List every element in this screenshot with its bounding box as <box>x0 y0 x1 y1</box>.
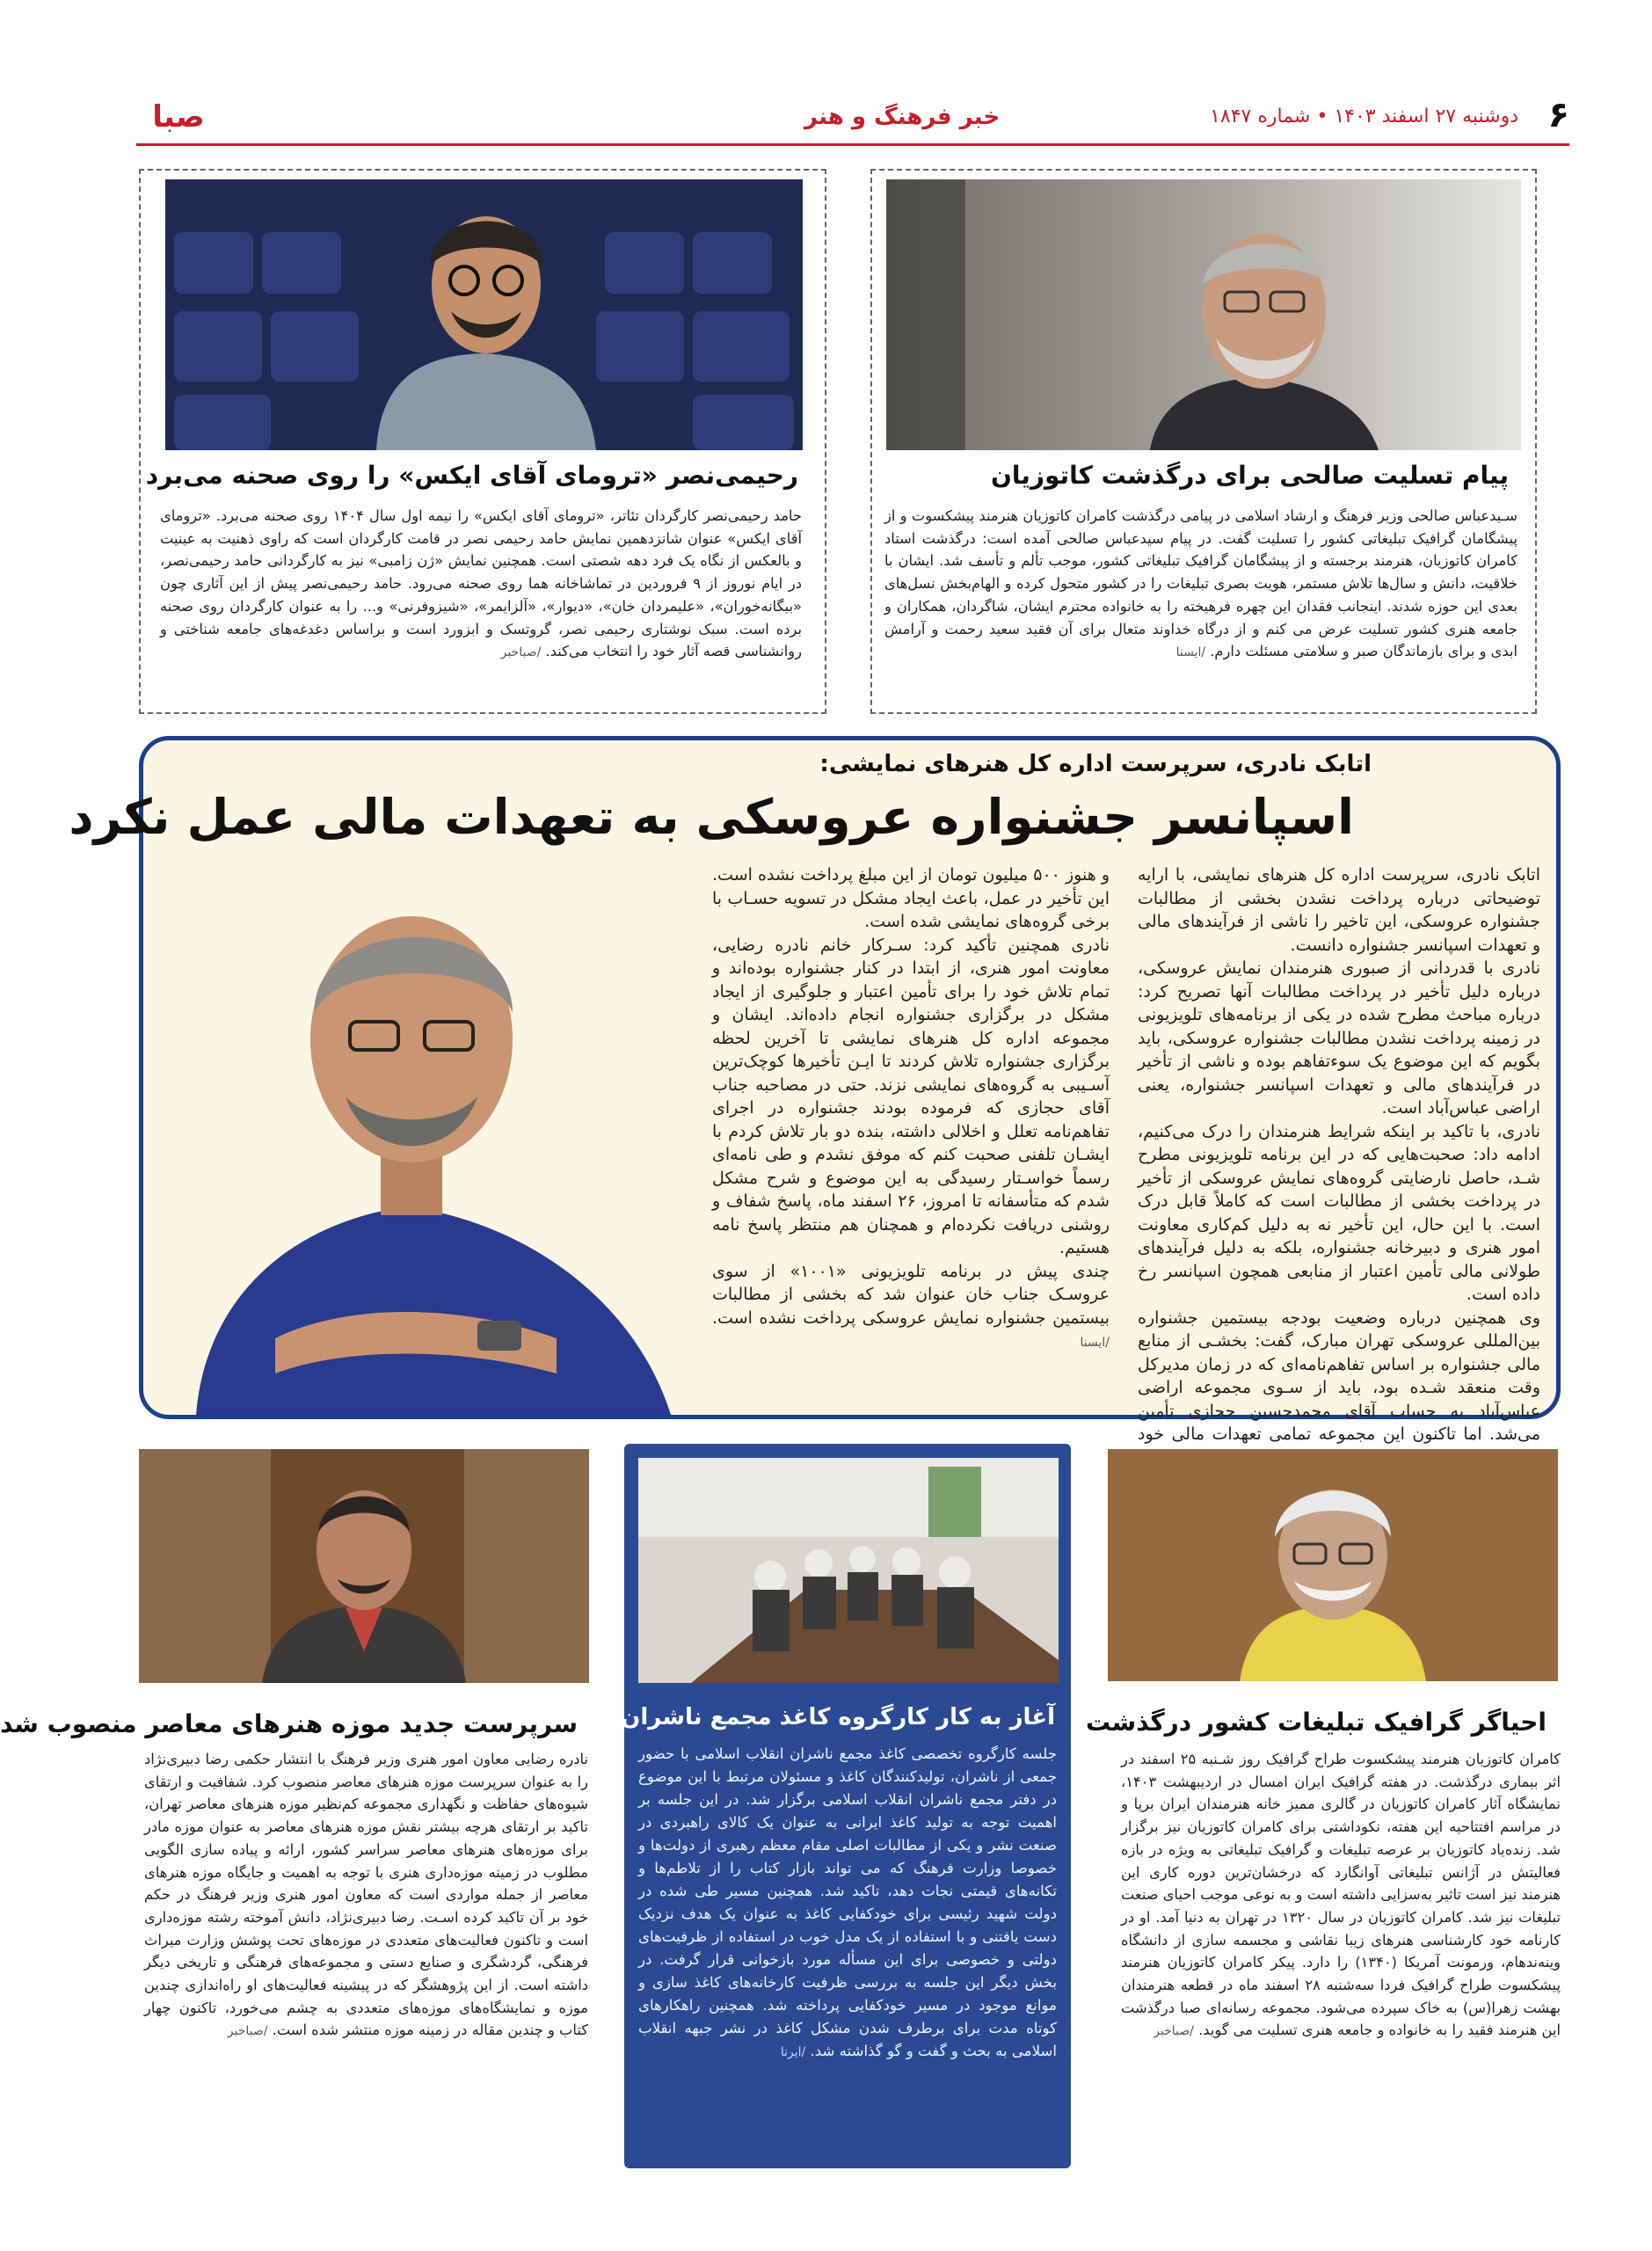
source-tag: /ایرنا <box>780 2045 806 2059</box>
bottom-right-article <box>1086 1449 1561 2188</box>
article-body: نادره رضایی معاون امور هنری وزیر فرهنگ با انتشار حکمی رضا دبیری‌نژاد را به عنوان سرپرست موزه هنرهای معاصر منصوب کرد. شفافیت و ارتقای شیوه‌های حفاظت و نگهداری مجموعه کم‌نظیر موزه هنرهای معاصر تهران، تاکید بر ارتقای هرچه بیشتر نقش موزه هنرهای معاصر به عنوان موزه مادر برای موزه‌های هنرهای معاصر سراسر کشور، ارائه و پیاده سازی الگویی مطلوب در زمینه موزه‌داری هنری با توجه به اهمیت و جایگاه موزه هنرهای معاصر از جمله مواردی است که معاون امور هنری وزیر فرهنگ در حکم خود بر آن تاکید کرده اسـت. رضا دبیری‌نژاد، دانش آموخته رشته موزه‌داری است و تاکنون فعالیت‌های متعددی در موزه‌های تحت پوشش وزارت میراث فرهنگی، گردشگری و صنایع دستی و مجموعه‌های فرهنگی و تاریخی دیگر داشته است. از این پژوهشگر که در پیشینه فعالیت‌های او راه‌اندازی چندین موزه و نمایشگاه‌های موزه‌های متعددی به چشم می‌خورد، تاکنون چهار کتاب و چندین مقاله در زمینه موزه منتشر شده است. /صباخبر <box>144 1751 588 2039</box>
photo-rahiminasr <box>165 179 803 450</box>
top-left-article <box>139 169 826 714</box>
saba-logo <box>136 95 220 137</box>
top-right-article <box>870 169 1537 714</box>
bottom-center-article <box>539 1444 1071 2168</box>
source-tag: /صباخبر <box>227 2024 268 2039</box>
source-tag: /ایسنا <box>1175 645 1206 660</box>
photo-salehi <box>886 179 1521 450</box>
source-tag: /صباخبر <box>1153 2024 1194 2039</box>
article-body: حامد رحیمی‌نصر کارگردان تئاتر، «ترومای آقای ایکس» را نیمه اول سال ۱۴۰۴ روی صحنه می‌برد. «ترومای آقای ایکس» عنوان شانزدهمین نمایش حامد رحیمی نصر در قامت کارگردان است که راوی ذهنیت به عینیت و بالعکس از نگاه یک فرد دهه شصتی است. همچنین نمایش «ژن زامبی» نیز به کارگردانی حامد رحیمی‌نصر، در ایام نوروز از ۹ فروردین در تماشاخانه هما روی صحنه می‌رود. حامد رحیمی‌نصر پیش از این آثاری چون «بیگانه‌خوران»، «علیمردان خان»، «دیوار»، «آلزایمر»، «شیزوفرنی» و... را به عنوان کارگردان روی صحنه برده است. سبک نوشتاری رحیمی نصر، گروتسک و ابزورد است و براساس دغدغه‌های جامعه شناختی و روانشناسی قصه آثار خود را انتخاب می‌کند. /صباخبر <box>160 507 802 660</box>
article-body: سـیدعباس صالحی وزیر فرهنگ و ارشاد اسلامی در پیامی درگذشت کامران کاتوزیان هنرمند پیشکسوت و از پیشگامان گرافیک تبلیغاتی کشور را تسلیت گفت. در پیام سیدعباس صالحی آمده است: درگذشت استاد کامران کاتوزیان، هنرمند برجسته و از پیشگامان گرافیک تبلیغاتی کشور، موجب تألم و تأسف شد. ایشان با خلاقیت، دانش و سال‌ها تلاش مستمر، هویت بصری تبلیغات را در کشور متحول کرده و الهام‌بخش نسل‌های بعدی این حوزه شدند. اینجانب فقدان این چهره فرهیخته را به خانواده محترم ایشان، شاگردان، همکاران و جامعه هنری کشور تسلیت عرض می کنم و از درگاه خداوند متعال برای آن فقید سعید رحمت و آرامش ابدی و برای بازماندگان صبر و سلامتی مسئلت دارم. /ایسنا <box>884 507 1517 660</box>
photo-meeting <box>638 1458 1059 1683</box>
article-body: جلسه کارگروه تخصصی کاغذ مجمع ناشران انقلاب اسلامی با حضور جمعی از ناشران، تولیدکنندگان کاغذ و مسئولان مرتبط با این موضوع در دفتر مجمع ناشران انقلاب اسلامی برگزار شد. در این جلسه بر اهمیت توجه به تولید کاغذ ایرانی به عنوان یک کالای راهبردی در صنعت نشر و یکی از مطالبات اصلی مقام معظم رهبری از دولت‌ها و خصوصا وزارت فرهنگ که می تواند بازار کتاب را از تلاطم‌ها و تکانه‌های قیمتی نجات دهد، تاکید شد. همچنین مسیر طی شده در دولت شهید رئیسی برای خودکفایی کاغذ به عنوان یک هدف نزدیک دست یافتنی و با استفاده از یک مدل خوب در استفاده از ظرفیت‌های دولتی و خصوصی برای این مسأله مورد بازخوانی قرار گرفت. در بخش دیگر این جلسه به بررسی ظرفیت کارخانه‌های کاغذ سازی و موانع موجود در مسیر خودکفایی پرداخته شد. همچنین راهکارهای کوتاه مدت برای برطرف شدن مشکل کاغذ در نشر جبهه انقلاب اسلامی به بحث و گفت و گو گذاشته شد. /ایرنا <box>638 1745 1057 2059</box>
photo-nadery <box>143 846 715 1415</box>
source-tag: /ایسنا <box>1080 1336 1110 1350</box>
feature-kicker: اتابک نادری، سرپرست اداره کل هنرهای نمایشی: <box>819 751 1372 777</box>
bottom-left-article <box>0 1449 592 2188</box>
photo-dabirinejad <box>139 1449 589 1683</box>
feature-column-left: و هنوز ۵۰۰ میلیون تومان از این مبلغ پرداخت نشده است. این تأخیر در عمل، باعث ایجاد مشکل در تسویه حسـاب با برخی گروه‌های نمایشی شده است. نادری همچنین تأکید کرد: سـرکار خانم نادره رضایی، معاونت امور هنری، از ابتدا در کنار جشنواره بوده‌اند و تمام تلاش خود را برای تأمین اعتبار و جلوگیری از ایجاد مشکل در برگزاری جشنواره انجام داده‌اند. ایشان و مجموعه اداره کل هنرهای نمایشی تا آخرین لحظه برگزاری جشنواره تلاش کردند تا ایـن تأخیرها کوچک‌ترین آسـیبی به گروه‌های نمایشی نزند. حتی در مصاحبه جناب آقای حجازی که فرموده بودند جشنواره در اجرای تفاهم‌نامه تعلل و اخلالی داشته، بنده دو بار تلاش کردم با ایشـان تلفنی صحبت کنم که موفق نشدم و طی نامه‌ای رسماً خواسـتار رسیدگی به این موضوع و شرح مشکل شدم که متأسفانه تا امروز، ۲۶ اسفند ماه، پاسخ شفاف و روشنی دریافت نکرده‌ام و همچنان هم منتظر پاسخ نامه هستیم. چندی پیش در برنامه تلویزیونی «۱۰۰۱» از سوی عروسـک جناب خان عنوان شد که بخشی از مطالبات بیستمین جشنواره نمایش عروسکی پرداخت نشده است. /ایسنا <box>712 865 1110 1350</box>
page-number: ۶ <box>1547 95 1569 135</box>
page-header <box>136 95 1569 146</box>
article-title: احیاگر گرافیک تبلیغات کشور درگذشت <box>1086 1708 1546 1737</box>
feature-headline: اسپانسر جشنواره عروسکی به تعهدات مالی عمل نکرد <box>69 789 1354 845</box>
source-tag: /صباخبر <box>500 645 542 660</box>
feature-column-right: اتابک نادری، سرپرست اداره کل هنرهای نمایشی، با ارایه توضیحاتی درباره پرداخت نشدن بخشی از مطالبات جشنواره عروسکی، این تاخیر را ناشی از فرآیندهای مالی و تعهدات اسپانسر جشنواره دانست. نادری با قدردانی از صبوری هنرمندان نمایش عروسکی، درباره دلیل تأخیر در پرداخت مطالبات آنها تصریح کرد: درباره مباحث مطرح شده در یکی از برنامه‌های تلویزیونی در زمینه پرداخت نشدن مطالبات جشنواره عروسکی، باید بگویم که این موضوع یک سوءتفاهم بوده و ناشی از تأخیر در فرآیندهای مالی و تعهدات اسپانسر جشنواره، یعنی اراضی عباس‌آباد است. نادری، با تاکید بر اینکه شرایط هنرمندان را درک می‌کنیم، ادامه داد: صحبت‌هایی که در این برنامه تلویزیونی مطرح شـد، حاصل نارضایتی گروه‌های نمایش عروسکی از تأخیر در پرداخت بخشی از مطالبات است که کاملاً قابل درک است. با این حال، این تأخیر نه به دلیل کم‌کاری معاونت امور هنری و دبیرخانه جشنواره، بلکه به دلیل فرآیندهای طولانی مالی تأمین اعتبار از منابعی همچون اسپانسر رخ داده است. وی همچنین درباره وضعیت بودجه بیستمین جشنواره بین‌المللی عروسکی تهران مبارک، گفت: بخشـی از منابع مالی جشنواره بر اساس تفاهم‌نامه‌ای که در زمان مدیرکل وقت منعقد شـده بود، باید از سـوی مجموعه اراضی عباس‌آباد به حساب آقای محمدحسین حجازی تأمین می‌شد. اما تاکنون این مجموعه تمامی تعهدات مالی خود <box>1138 865 1540 1444</box>
feature-article <box>69 736 1561 1444</box>
article-title: آغاز به کار کارگروه کاغذ مجمع ناشران انقلاب <box>539 1704 1055 1730</box>
issue-date: دوشنبه ۲۷ اسفند ۱۴۰۳ • شماره ۱۸۴۷ <box>1210 106 1518 127</box>
article-title: سرپرست جدید موزه هنرهای معاصر منصوب شد <box>0 1709 578 1738</box>
article-title: پیام تسلیت صالحی برای درگذشت کاتوزیان <box>990 461 1509 490</box>
article-title: رحیمی‌نصر «ترومای آقای ایکس» را روی صحنه می‌برد <box>145 461 798 490</box>
article-body: کامران کاتوزیان هنرمند پیشکسوت طراح گرافیک روز شـنبه ۲۵ اسفند در اثر بیماری درگذشت. در هفته گرافیک ایران امسال در اردیبهشت ۱۴۰۳، نمایشگاه آثار کامران کاتوزیان در گالری ممیز خانه هنرمندان ایران برپا و در مراسم افتتاحیه این هفته، نکوداشتی برای کامران کاتوزیان نیز برگزار شد. زنده‌یاد کاتوزیان بر عرصه تبلیغات و گرافیک تبلیغاتی به ویژه در بازه فعالیتش در آژانس تبلیغاتی آوانگارد که درخشان‌ترین دوره کاری این هنرمند نیز است تاثیر به‌سزایی داشته است و به نوعی موجب احیای صنعت تبلیغات نیز شد. کامران کاتوزیان در سال ۱۳۲۰ در تهران به دنیا آمد. او در کارنامه خود کارشناسی هنرهای زیبا نقاشی و مجسمه سازی از دانشگاه وینه‌ندهام، ورمونت آمریکا (۱۳۴۰) را دارد. پیکر کامران کاتوزیان هنرمند پیشکسوت طراح گرافیک فردا سه‌شنبه ۲۸ اسفند ماه در قطعه هنرمندان بهشت زهرا(س) به خاک سپرده می‌شود. مجموعه رسانه‌ای صبا درگذشت این هنرمند فقید را به خانواده و جامعه هنری تسلیت می گوید. /صباخبر <box>1121 1751 1561 2039</box>
photo-katouzian <box>1108 1449 1558 1681</box>
logo-text: صبا <box>152 99 205 135</box>
section-title: خبر فرهنگ و هنر <box>804 104 1001 130</box>
